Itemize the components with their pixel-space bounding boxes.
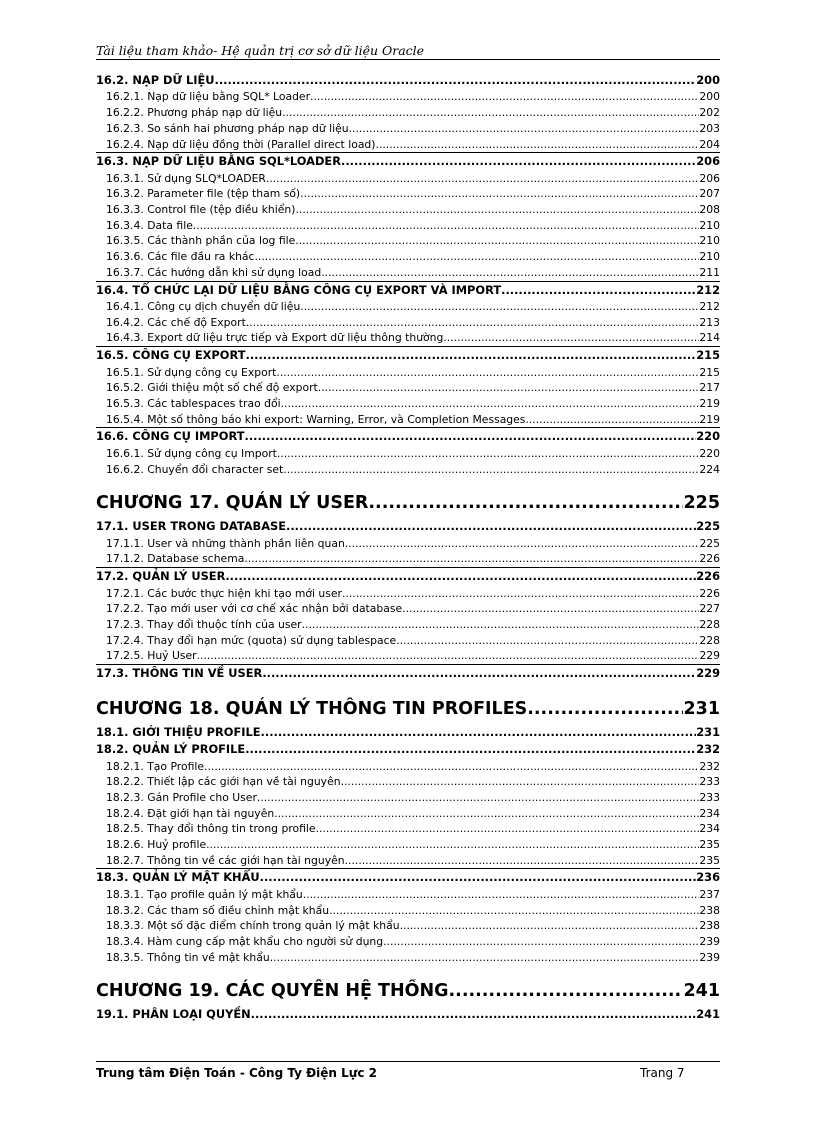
toc-subsection[interactable] bbox=[96, 648, 720, 664]
toc-entry-title: 16.3. NẠP DỮ LIỆU BẰNG SQL*LOADER bbox=[96, 154, 341, 169]
toc-subsection[interactable] bbox=[96, 837, 720, 853]
toc-subsection[interactable] bbox=[96, 186, 720, 202]
toc-entry-title: 18.2.2. Thiết lập các giới hạn về tài nguyên bbox=[106, 775, 341, 789]
toc-entry-title: 16.6. CÔNG CỤ IMPORT bbox=[96, 429, 245, 444]
dot-leader bbox=[383, 934, 699, 950]
toc-page-number: 228 bbox=[699, 633, 720, 647]
toc-subsection[interactable] bbox=[96, 380, 720, 396]
dot-leader bbox=[254, 249, 699, 265]
toc-entry-title: CHƯƠNG 18. QUẢN LÝ THÔNG TIN PROFILES bbox=[96, 698, 528, 719]
toc-page-number: 210 bbox=[699, 250, 720, 264]
dot-leader bbox=[245, 741, 696, 759]
toc-page-number: 215 bbox=[699, 365, 720, 379]
toc-page-number: 219 bbox=[699, 396, 720, 410]
dot-leader bbox=[286, 518, 696, 536]
dot-leader bbox=[215, 72, 697, 90]
toc-page-number: 226 bbox=[699, 586, 720, 600]
toc-section[interactable] bbox=[96, 427, 720, 446]
toc-page-number: 238 bbox=[699, 903, 720, 917]
toc-page-number: 241 bbox=[683, 981, 720, 1002]
toc-entry-title: 16.2.2. Phương pháp nạp dữ liệu bbox=[106, 106, 283, 120]
dot-leader bbox=[295, 234, 699, 250]
dot-leader bbox=[525, 412, 699, 428]
toc-page-number: 229 bbox=[696, 666, 720, 681]
dot-leader bbox=[206, 837, 699, 853]
toc-section[interactable] bbox=[96, 72, 720, 90]
toc-page-number: 207 bbox=[699, 187, 720, 201]
toc-entry-title: 16.3.5. Các thành phần của log file bbox=[106, 234, 296, 248]
dot-leader bbox=[349, 121, 700, 137]
toc-entry-title: 16.2.1. Nạp dữ liệu bằng SQL* Loader bbox=[106, 90, 311, 104]
toc-chapter[interactable] bbox=[96, 491, 720, 515]
toc-entry-title: 16.3.4. Data file bbox=[106, 218, 193, 232]
dot-leader bbox=[321, 265, 699, 281]
dot-leader bbox=[260, 869, 697, 887]
dot-leader bbox=[246, 315, 700, 331]
dot-leader bbox=[527, 697, 683, 721]
toc-entry-title: CHƯƠNG 19. CÁC QUYỀN HỆ THỐNG bbox=[96, 981, 449, 1002]
toc-entry-title: 17.2.4. Thay đổi hạn mức (quota) sử dụng tablespace bbox=[106, 633, 397, 647]
toc-subsection[interactable] bbox=[96, 759, 720, 775]
toc-section[interactable] bbox=[96, 741, 720, 759]
toc-page-number: 225 bbox=[696, 519, 720, 534]
toc-entry-title: 16.5.2. Giới thiệu một số chế độ export bbox=[106, 381, 318, 395]
toc-entry-title: 18.3.4. Hàm cung cấp mật khẩu cho người sử dụng bbox=[106, 934, 384, 948]
toc-entry-title: 17.2.3. Thay đổi thuộc tính của user bbox=[106, 617, 302, 631]
dot-leader bbox=[329, 903, 699, 919]
toc-subsection[interactable] bbox=[96, 774, 720, 790]
toc-page-number: 206 bbox=[699, 171, 720, 185]
dot-leader bbox=[295, 202, 699, 218]
dot-leader bbox=[310, 90, 699, 106]
toc-page-number: 200 bbox=[699, 90, 720, 104]
dot-leader bbox=[341, 153, 696, 171]
dot-leader bbox=[270, 950, 700, 966]
toc-entry-title: 16.6.2. Chuyển đổi character set bbox=[106, 462, 284, 476]
toc-entry-title: 17.2. QUẢN LÝ USER bbox=[96, 569, 226, 584]
toc-subsection[interactable] bbox=[96, 918, 720, 934]
toc-entry-title: 16.2.3. So sánh hai phương pháp nạp dữ liệu bbox=[106, 121, 349, 135]
dot-leader bbox=[341, 774, 700, 790]
toc-entry-title: 18.2.5. Thay đổi thông tin trong profile bbox=[106, 822, 316, 836]
toc-page-number: 229 bbox=[699, 649, 720, 663]
toc-page-number: 239 bbox=[699, 934, 720, 948]
toc-section[interactable] bbox=[96, 724, 720, 742]
toc-page-number: 232 bbox=[699, 759, 720, 773]
toc-subsection[interactable] bbox=[96, 601, 720, 617]
dot-leader bbox=[262, 665, 696, 683]
toc-subsection[interactable] bbox=[96, 249, 720, 265]
dot-leader bbox=[449, 979, 684, 1003]
toc-subsection[interactable] bbox=[96, 586, 720, 602]
toc-entry-title: 18.2. QUẢN LÝ PROFILE bbox=[96, 742, 246, 757]
toc-entry-title: 18.2.7. Thông tin về các giới hạn tài nguyên bbox=[106, 853, 345, 867]
toc-page-number: 233 bbox=[699, 775, 720, 789]
toc-entry-title: CHƯƠNG 17. QUẢN LÝ USER bbox=[96, 493, 369, 514]
dot-leader bbox=[277, 446, 700, 462]
toc-page-number: 226 bbox=[696, 569, 720, 584]
toc-subsection[interactable] bbox=[96, 551, 720, 567]
page-header bbox=[96, 40, 720, 60]
toc-page-number: 217 bbox=[699, 381, 720, 395]
toc-section[interactable] bbox=[96, 868, 720, 887]
toc-page-number: 228 bbox=[699, 617, 720, 631]
toc-subsection[interactable] bbox=[96, 315, 720, 331]
toc-page-number: 235 bbox=[699, 853, 720, 867]
dot-leader bbox=[245, 428, 697, 446]
dot-leader bbox=[345, 853, 700, 869]
toc-subsection[interactable] bbox=[96, 853, 720, 869]
toc-section[interactable] bbox=[96, 346, 720, 365]
toc-page-number: 215 bbox=[696, 348, 720, 363]
toc-subsection[interactable] bbox=[96, 462, 720, 478]
toc-entry-title: 18.3. QUẢN LÝ MẬT KHẨU bbox=[96, 870, 260, 885]
toc-entry-title: 17.2.2. Tạo mới user với cơ chế xác nhận bởi database bbox=[106, 602, 403, 616]
toc-entry-title: 18.2.6. Huỷ profile bbox=[106, 837, 207, 851]
toc-chapter[interactable] bbox=[96, 697, 720, 721]
toc-entry-title: 16.3.3. Control file (tệp điều khiển) bbox=[106, 203, 296, 217]
toc-subsection[interactable] bbox=[96, 950, 720, 966]
toc-subsection[interactable] bbox=[96, 265, 720, 281]
toc-subsection[interactable] bbox=[96, 790, 720, 806]
toc-subsection[interactable] bbox=[96, 446, 720, 462]
toc-entry-title: 18.2.3. Gán Profile cho User bbox=[106, 790, 257, 804]
toc-subsection[interactable] bbox=[96, 137, 720, 153]
toc-page-number: 204 bbox=[699, 137, 720, 151]
toc-chapter[interactable] bbox=[96, 979, 720, 1003]
toc-subsection[interactable] bbox=[96, 396, 720, 412]
toc-page-number: 224 bbox=[699, 462, 720, 476]
dot-leader bbox=[316, 821, 700, 837]
toc-entry-title: 17.2.1. Các bước thực hiện khi tạo mới user bbox=[106, 586, 342, 600]
toc-subsection[interactable] bbox=[96, 171, 720, 187]
toc-section[interactable] bbox=[96, 518, 720, 536]
footer-page-number: Trang 7 bbox=[640, 1066, 685, 1080]
header-title: Tài liệu tham khảo- Hệ quản trị cơ sở dữ liệu Oracle bbox=[96, 43, 425, 58]
toc-entry-title: 16.5.4. Một số thông báo khi export: Warning, Error, và Completion Messages bbox=[106, 412, 526, 426]
toc-entry-title: 18.3.5. Thông tin về mật khẩu bbox=[106, 950, 270, 964]
dot-leader bbox=[276, 365, 699, 381]
dot-leader bbox=[257, 790, 699, 806]
table-of-contents bbox=[96, 72, 720, 1024]
toc-subsection[interactable] bbox=[96, 633, 720, 649]
dot-leader bbox=[251, 1006, 697, 1024]
dot-leader bbox=[193, 218, 700, 234]
toc-page-number: 226 bbox=[699, 552, 720, 566]
toc-page-number: 234 bbox=[699, 822, 720, 836]
toc-entry-title: 19.1. PHÂN LOẠI QUYỀN bbox=[96, 1007, 251, 1022]
toc-subsection[interactable] bbox=[96, 903, 720, 919]
toc-section[interactable] bbox=[96, 664, 720, 683]
toc-page-number: 220 bbox=[696, 429, 720, 444]
dot-leader bbox=[376, 137, 700, 153]
toc-subsection[interactable] bbox=[96, 330, 720, 346]
toc-entry-title: 18.2.1. Tạo Profile bbox=[106, 759, 205, 773]
toc-entry-title: 18.3.3. Một số đặc điểm chính trong quản lý mật khẩu bbox=[106, 919, 400, 933]
toc-subsection[interactable] bbox=[96, 202, 720, 218]
dot-leader bbox=[300, 186, 699, 202]
toc-page-number: 236 bbox=[696, 870, 720, 885]
toc-page-number: 225 bbox=[699, 536, 720, 550]
toc-entry-title: 17.1.2. Database schema bbox=[106, 552, 245, 566]
toc-subsection[interactable] bbox=[96, 365, 720, 381]
toc-page-number: 234 bbox=[699, 806, 720, 820]
toc-page-number: 239 bbox=[699, 950, 720, 964]
toc-subsection[interactable] bbox=[96, 121, 720, 137]
toc-subsection[interactable] bbox=[96, 934, 720, 950]
toc-page-number: 241 bbox=[696, 1007, 720, 1022]
dot-leader bbox=[368, 491, 683, 515]
toc-entry-title: 16.4. TỔ CHỨC LẠI DỮ LIỆU BẰNG CÔNG CỤ EXPORT VÀ IMPORT bbox=[96, 282, 502, 297]
toc-page-number: 220 bbox=[699, 446, 720, 460]
toc-subsection[interactable] bbox=[96, 90, 720, 106]
toc-subsection[interactable] bbox=[96, 105, 720, 121]
toc-page-number: 211 bbox=[699, 265, 720, 279]
toc-page-number: 202 bbox=[699, 106, 720, 120]
toc-subsection[interactable] bbox=[96, 536, 720, 552]
dot-leader bbox=[244, 551, 699, 567]
dot-leader bbox=[261, 724, 697, 742]
toc-entry-title: 18.3.1. Tạo profile quản lý mật khẩu bbox=[106, 887, 303, 901]
toc-page-number: 231 bbox=[683, 698, 720, 719]
dot-leader bbox=[396, 633, 699, 649]
toc-page-number: 237 bbox=[699, 887, 720, 901]
toc-subsection[interactable] bbox=[96, 299, 720, 315]
toc-entry-title: 16.4.1. Công cụ dịch chuyển dữ liệu bbox=[106, 300, 301, 314]
toc-entry-title: 18.1. GIỚI THIỆU PROFILE bbox=[96, 724, 261, 739]
dot-leader bbox=[501, 282, 696, 300]
dot-leader bbox=[318, 380, 700, 396]
toc-section[interactable] bbox=[96, 281, 720, 300]
toc-page-number: 219 bbox=[699, 412, 720, 426]
toc-entry-title: 17.1. USER TRONG DATABASE bbox=[96, 519, 287, 534]
toc-subsection[interactable] bbox=[96, 234, 720, 250]
dot-leader bbox=[281, 396, 700, 412]
toc-entry-title: 16.5. CÔNG CỤ EXPORT bbox=[96, 348, 246, 363]
toc-page-number: 232 bbox=[696, 742, 720, 757]
dot-leader bbox=[345, 536, 700, 552]
toc-page-number: 212 bbox=[696, 282, 720, 297]
dot-leader bbox=[443, 330, 699, 346]
toc-subsection[interactable] bbox=[96, 821, 720, 837]
dot-leader bbox=[300, 299, 699, 315]
toc-page-number: 235 bbox=[699, 837, 720, 851]
footer-organization: Trung tâm Điện Toán - Công Ty Điện Lực 2 bbox=[96, 1066, 377, 1080]
toc-entry-title: 18.2.4. Đặt giới hạn tài nguyên bbox=[106, 806, 275, 820]
dot-leader bbox=[303, 887, 700, 903]
toc-page-number: 210 bbox=[699, 234, 720, 248]
dot-leader bbox=[225, 568, 696, 586]
dot-leader bbox=[400, 918, 700, 934]
toc-entry-title: 16.5.1. Sử dụng công cụ Export bbox=[106, 365, 277, 379]
toc-section[interactable] bbox=[96, 152, 720, 171]
toc-entry-title: 16.5.3. Các tablespaces trao đổi bbox=[106, 396, 281, 410]
toc-entry-title: 16.4.3. Export dữ liệu trực tiếp và Export dữ liệu thông thường bbox=[106, 331, 444, 345]
toc-entry-title: 17.1.1. User và những thành phần liên quan bbox=[106, 536, 345, 550]
toc-entry-title: 16.3.1. Sử dụng SLQ*LOADER bbox=[106, 171, 266, 185]
toc-entry-title: 16.2. NẠP DỮ LIỆU bbox=[96, 73, 215, 87]
toc-page-number: 214 bbox=[699, 331, 720, 345]
dot-leader bbox=[302, 617, 700, 633]
toc-entry-title: 16.4.2. Các chế độ Export bbox=[106, 315, 246, 329]
dot-leader bbox=[266, 171, 700, 187]
toc-entry-title: 16.3.7. Các hướng dẫn khi sử dụng load bbox=[106, 265, 322, 279]
toc-page-number: 206 bbox=[696, 154, 720, 169]
dot-leader bbox=[246, 347, 697, 365]
dot-leader bbox=[204, 759, 699, 775]
toc-page-number: 208 bbox=[699, 203, 720, 217]
toc-entry-title: 16.3.2. Parameter file (tệp tham số) bbox=[106, 187, 301, 201]
toc-section[interactable] bbox=[96, 567, 720, 586]
toc-page-number: 210 bbox=[699, 218, 720, 232]
toc-page-number: 231 bbox=[696, 724, 720, 739]
toc-entry-title: 16.2.4. Nạp dữ liệu đồng thời (Parallel direct load) bbox=[106, 137, 376, 151]
toc-subsection[interactable] bbox=[96, 806, 720, 822]
toc-section[interactable] bbox=[96, 1006, 720, 1024]
toc-entry-title: 17.2.5. Huỷ User bbox=[106, 649, 197, 663]
toc-page-number: 227 bbox=[699, 602, 720, 616]
toc-page-number: 200 bbox=[696, 73, 720, 87]
toc-page-number: 233 bbox=[699, 790, 720, 804]
toc-subsection[interactable] bbox=[96, 412, 720, 428]
dot-leader bbox=[197, 648, 700, 664]
toc-page-number: 213 bbox=[699, 315, 720, 329]
toc-entry-title: 16.3.6. Các file đầu ra khác bbox=[106, 250, 255, 264]
dot-leader bbox=[402, 601, 699, 617]
dot-leader bbox=[283, 462, 699, 478]
toc-page-number: 203 bbox=[699, 121, 720, 135]
toc-entry-title: 16.6.1. Sử dụng công cụ Import bbox=[106, 446, 277, 460]
toc-subsection[interactable] bbox=[96, 617, 720, 633]
dot-leader bbox=[282, 105, 699, 121]
toc-subsection[interactable] bbox=[96, 887, 720, 903]
toc-page-number: 238 bbox=[699, 919, 720, 933]
toc-entry-title: 18.3.2. Các tham số điều chỉnh mật khẩu bbox=[106, 903, 330, 917]
dot-leader bbox=[274, 806, 699, 822]
toc-entry-title: 17.3. THÔNG TIN VỀ USER bbox=[96, 666, 263, 681]
toc-page-number: 225 bbox=[683, 493, 720, 514]
dot-leader bbox=[342, 586, 699, 602]
toc-subsection[interactable] bbox=[96, 218, 720, 234]
page-footer bbox=[96, 1061, 720, 1082]
toc-page-number: 212 bbox=[699, 300, 720, 314]
